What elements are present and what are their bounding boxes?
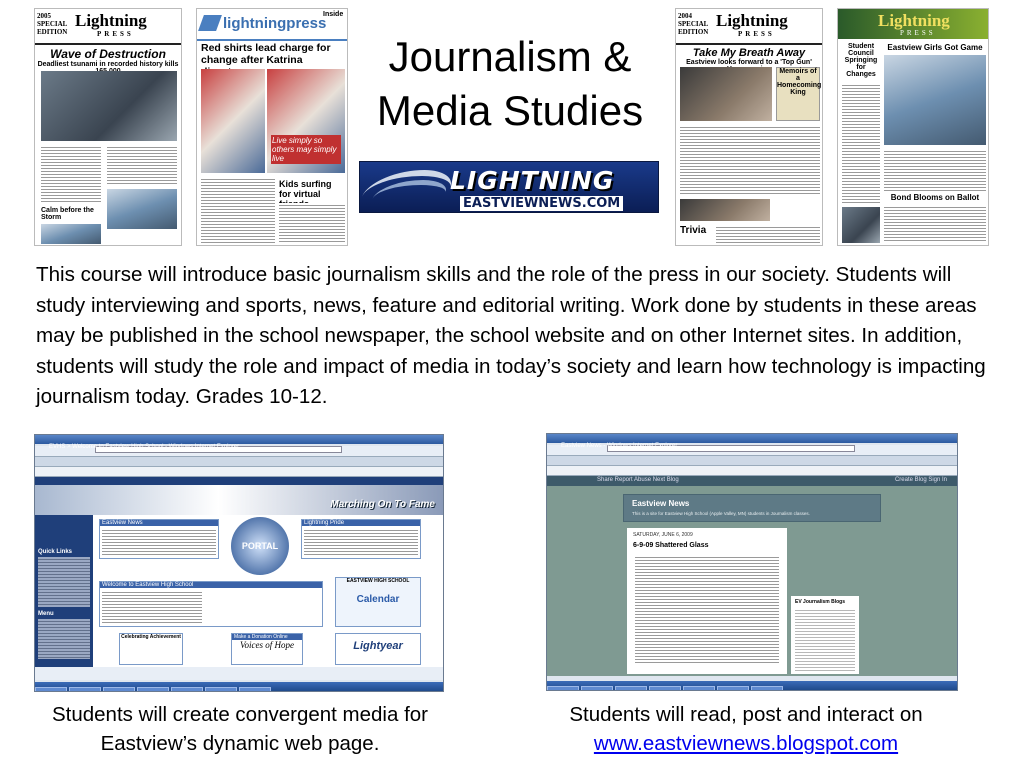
pride-header: Lightning Pride (302, 520, 420, 526)
voices-label: Voices of Hope (240, 640, 294, 650)
quick-links-list (38, 557, 90, 607)
trivia-label: Trivia (680, 225, 707, 236)
window-title-bar (547, 434, 957, 449)
edition-badge: 2005 SPECIAL EDITION (37, 12, 68, 36)
blog-body (547, 486, 957, 676)
sidebar-list (795, 608, 855, 672)
favorites-bar (35, 457, 443, 467)
favorites-bar (547, 456, 957, 466)
donation-header: Make a Donation Online (232, 634, 302, 640)
course-description: This course will introduce basic journalism skills and the role of the press in our society. Students will study interviewing and sports, news, feature and editorial writing. Work done by students in these areas may be published in the school newspaper, the school website and on other Internet sites. In addition, students will study the role and impact of media in today’s society and learn how technology is impacting journalism today. Grades 10-12. (36, 263, 986, 408)
article-text (41, 145, 101, 203)
logo-word: LIGHTNING (450, 166, 615, 195)
spotlight-list (102, 528, 216, 556)
article-text (716, 225, 820, 243)
welcome-text (102, 590, 202, 624)
taskbar (35, 682, 443, 691)
title-line-2: Media Studies (376, 87, 644, 134)
calendar-box[interactable] (335, 577, 421, 627)
masthead (35, 9, 181, 45)
pride-list (304, 528, 418, 556)
photo (842, 207, 880, 243)
post-date: SATURDAY, JUNE 6, 2009 (633, 532, 693, 538)
menu-header: Menu (38, 611, 54, 617)
paper-press: PRESS (738, 30, 775, 38)
newspaper-thumbnail-girls (837, 8, 989, 246)
paper-press: PRESS (900, 29, 936, 37)
photo (201, 69, 265, 173)
blogger-navbar (547, 476, 957, 486)
right-caption (534, 700, 958, 758)
donation-box[interactable] (231, 633, 303, 665)
command-bar (35, 467, 443, 477)
status-bar (35, 667, 443, 680)
left-caption: Students will create convergent media for Eastview’s dynamic web page. (51, 703, 429, 755)
post-title[interactable]: 6-9-09 Shattered Glass (633, 542, 709, 549)
bottom-headline: Kids surfing for virtual (279, 179, 332, 199)
blogger-signin-links[interactable]: Create Blog Sign In (894, 477, 947, 483)
blog-screenshot (546, 433, 958, 691)
window-title-bar (35, 435, 443, 450)
spotlight-header: Eastview News (100, 520, 218, 526)
photo (107, 189, 177, 229)
blog-title: Eastview News (632, 499, 690, 508)
photo (884, 55, 986, 145)
side-headline: Calm before the Storm (41, 207, 94, 221)
article-text (279, 203, 345, 243)
yearbook-label: Lightyear (353, 640, 403, 652)
paper-press: PRESS (97, 30, 134, 38)
portal-badge[interactable] (231, 517, 289, 575)
inside-label: Inside (323, 11, 344, 18)
headline: Eastview Girls Got Game (887, 43, 983, 52)
left-nav (35, 515, 93, 667)
sidebar-box: Memoirs of a Homecoming King (776, 67, 820, 121)
page-title (352, 30, 668, 138)
site-nav-bar (35, 477, 443, 485)
masthead (197, 9, 347, 41)
blog-sidebar (791, 596, 859, 674)
school-website-screenshot (34, 434, 444, 692)
article-text (884, 149, 986, 191)
article-text (884, 205, 986, 243)
blog-header (623, 494, 881, 522)
newspaper-thumbnail-2004 (675, 8, 823, 246)
photo (680, 67, 772, 121)
lightning-logo (359, 161, 659, 213)
command-bar (547, 466, 957, 476)
photo (41, 71, 177, 141)
right-caption-text: Students will read, post and interact on (569, 703, 923, 726)
bottom-headline: Bond Blooms on Ballot (890, 193, 980, 202)
side-headline: Student Council Springing for Changes (844, 43, 878, 78)
paper-name: Lightning (878, 11, 950, 30)
logo-site: EASTVIEWNEWS.COM (460, 196, 623, 211)
banner-text: Marching On To Fame (330, 499, 435, 510)
callout: Live simply so others may simply live (271, 135, 341, 164)
article-text (201, 177, 275, 243)
portal-label: PORTAL (241, 541, 279, 551)
window-title: EVHS > Welcome to Eastview High School - Windows Internet Explorer (49, 444, 240, 450)
menu-list (38, 619, 90, 659)
title-line-1: Journalism & (388, 33, 632, 80)
quick-links-header: Quick Links (38, 549, 73, 555)
sidebar-header: EV Journalism Blogs (795, 599, 846, 605)
taskbar (547, 681, 957, 690)
article-text (107, 145, 177, 185)
subheadline: Deadliest tsunami in recorded history kills (37, 61, 179, 68)
paper-name: Lightning (75, 11, 147, 30)
masthead (838, 9, 988, 39)
headline: Wave of Destruction (50, 47, 166, 61)
calendar-school: EASTVIEW HIGH SCHOOL (346, 578, 410, 584)
welcome-box (99, 581, 323, 627)
headline: Take My Breath Away (692, 47, 806, 59)
blog-subtitle: This is a site for Eastview High School (Apple Valley, MN) students in Journalism classes. (632, 511, 810, 516)
welcome-header: Welcome to Eastview High School (100, 582, 322, 588)
window-title: Eastview News - Windows Internet Explorer (561, 443, 678, 449)
edition-badge: 2004 SPECIAL EDITION (678, 12, 709, 36)
yearbook-box[interactable] (335, 633, 421, 665)
headline: Red shirts lead charge for change after Katrina (201, 42, 331, 66)
site-body (35, 515, 443, 667)
photo-strip (680, 199, 770, 221)
calendar-label: Calendar (356, 594, 400, 605)
masthead (676, 9, 822, 45)
paper-name: lightningpress (223, 15, 327, 32)
pride-box (301, 519, 421, 559)
blog-post (627, 528, 787, 674)
site-banner (35, 485, 443, 515)
celebrating-box[interactable]: Celebrating Achievement (119, 633, 183, 665)
newspaper-thumbnail-katrina (196, 8, 348, 246)
blogger-nav-links[interactable]: Share Report Abuse Next Blog (597, 477, 679, 483)
subheadline: Eastview looks forward to a 'Top Gun' (686, 59, 812, 66)
blog-link[interactable]: www.eastviewnews.blogspot.com (593, 732, 899, 755)
spotlight-box (99, 519, 219, 559)
post-body (635, 555, 779, 665)
photo (41, 224, 101, 244)
lightning-logo-icon (198, 15, 222, 31)
newspaper-thumbnail-2005 (34, 8, 182, 246)
article-text (842, 83, 880, 203)
paper-name: Lightning (716, 11, 788, 30)
article-text (680, 125, 820, 195)
